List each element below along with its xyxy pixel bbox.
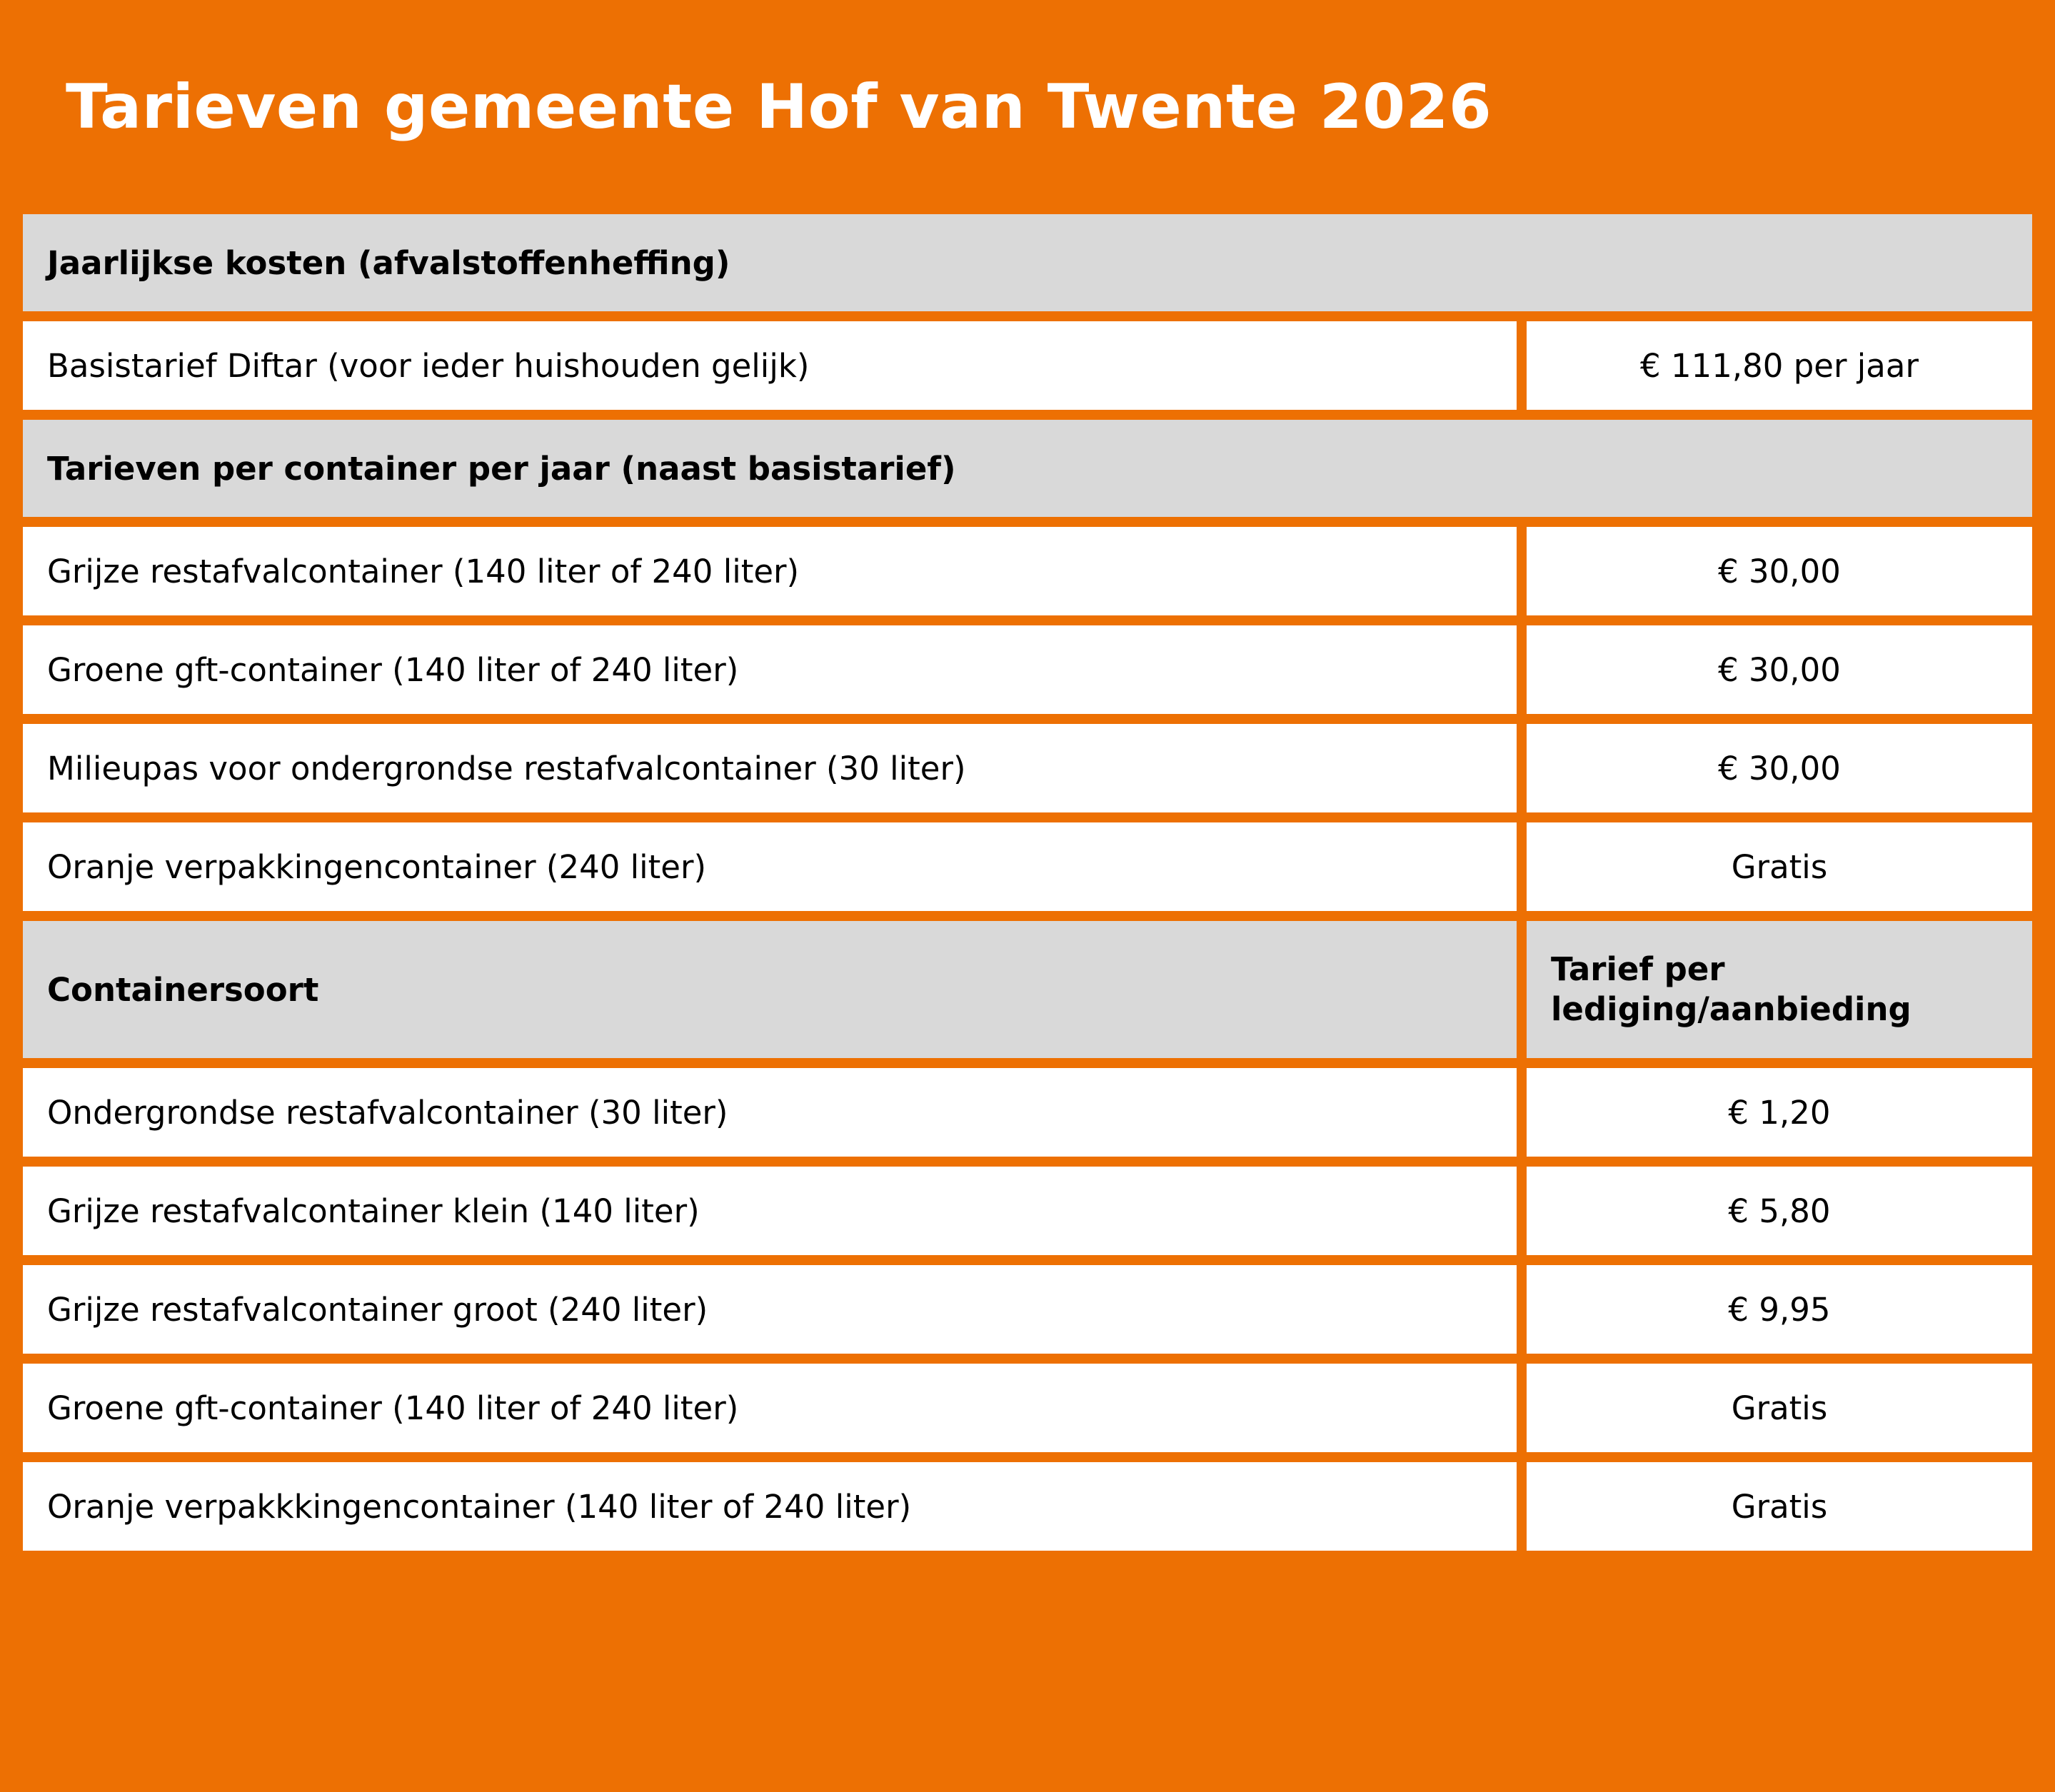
table-row [23,321,2032,410]
row-label: Milieupas voor ondergrondse restafvalcontainer (30 liter) [23,724,1517,812]
tariff-table [0,214,2055,1792]
row-value: € 1,20 [1527,1068,2032,1157]
section-title-per-container: Tarieven per container per jaar (naast basistarief) [23,420,2032,517]
row-label: Grijze restafvalcontainer (140 liter of 240 liter) [23,527,1517,615]
page-title: Tarieven gemeente Hof van Twente 2026 [66,71,1492,143]
column-header-containersoort: Containersoort [23,921,1517,1058]
row-value: € 30,00 [1527,625,2032,714]
row-label: Grijze restafvalcontainer groot (240 liter) [23,1265,1517,1354]
table-row [23,1462,2032,1551]
table-row [23,1265,2032,1354]
row-label: Oranje verpakkkingencontainer (140 liter of 240 liter) [23,1462,1517,1551]
row-value: € 30,00 [1527,527,2032,615]
section-header-row [23,214,2032,311]
row-label: Groene gft-container (140 liter of 240 liter) [23,1364,1517,1452]
column-header-tarief-line1: Tarief per [1551,950,1725,988]
row-value: Gratis [1527,1462,2032,1551]
table-row [23,822,2032,911]
column-header-tarief-line2: lediging/aanbieding [1551,990,1911,1028]
row-label: Basistarief Diftar (voor ieder huishouden gelijk) [23,321,1517,410]
table-row [23,1068,2032,1157]
section-title-yearly-costs: Jaarlijkse kosten (afvalstoffenheffing) [23,214,2032,311]
row-value: € 111,80 per jaar [1527,321,2032,410]
row-label: Groene gft-container (140 liter of 240 liter) [23,625,1517,714]
row-label: Ondergrondse restafvalcontainer (30 liter) [23,1068,1517,1157]
column-header-tarief [1527,921,2032,1058]
table-row [23,625,2032,714]
page-header [0,0,2055,214]
row-value: Gratis [1527,822,2032,911]
row-label: Oranje verpakkingencontainer (240 liter) [23,822,1517,911]
row-value: € 5,80 [1527,1167,2032,1255]
table-row [23,1364,2032,1452]
table-row [23,1167,2032,1255]
row-value: € 30,00 [1527,724,2032,812]
table-row [23,527,2032,615]
row-value: Gratis [1527,1364,2032,1452]
column-header-row [23,921,2032,1058]
row-value: € 9,95 [1527,1265,2032,1354]
table-row [23,724,2032,812]
section-header-row [23,420,2032,517]
row-label: Grijze restafvalcontainer klein (140 liter) [23,1167,1517,1255]
